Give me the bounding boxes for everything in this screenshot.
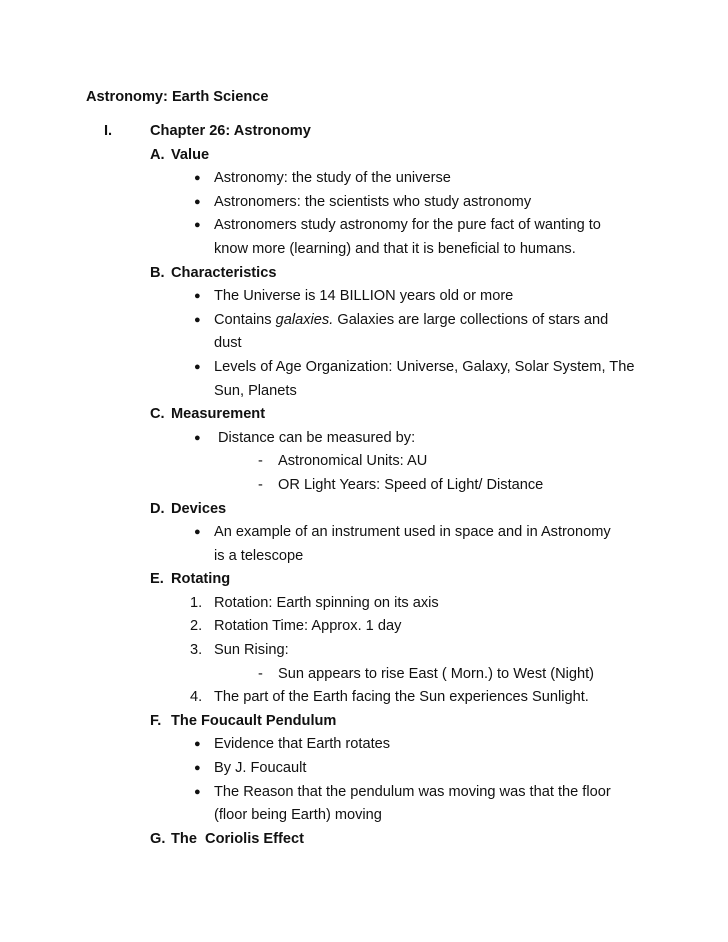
- item-text: OR Light Years: Speed of Light/ Distance: [278, 476, 544, 493]
- numbered-item: [0, 592, 728, 616]
- list-item: [0, 733, 728, 757]
- bullet-icon: ●: [194, 290, 201, 303]
- section-title: Measurement: [171, 406, 266, 423]
- list-item: [0, 521, 728, 545]
- item-text: An example of an instrument used in space and in Astronomy: [214, 524, 611, 541]
- list-item: [0, 356, 728, 380]
- bullet-icon: ●: [194, 313, 201, 326]
- bullet-icon: ●: [194, 219, 201, 232]
- item-text: Distance can be measured by:: [218, 429, 416, 446]
- dash-marker: -: [258, 476, 263, 493]
- bullet-icon: ●: [194, 195, 201, 208]
- item-text: (floor being Earth) moving: [214, 807, 382, 824]
- section-heading-g: [0, 828, 728, 852]
- list-item: [0, 191, 728, 215]
- section-title: Value: [171, 146, 210, 163]
- item-text: [214, 309, 608, 333]
- item-text-emphasis: galaxies.: [275, 311, 334, 328]
- section-marker: D.: [150, 500, 165, 517]
- section-heading-b: [0, 262, 728, 286]
- bullet-icon: ●: [194, 762, 201, 775]
- item-text: Rotation: Earth spinning on its axis: [214, 594, 439, 611]
- list-item-continuation: [0, 804, 728, 828]
- list-item-continuation: [0, 332, 728, 356]
- numbered-item: [0, 615, 728, 639]
- item-number: 3.: [190, 642, 203, 659]
- section-marker: C.: [150, 406, 165, 423]
- item-number: 1.: [190, 594, 203, 611]
- item-number: 4.: [190, 689, 203, 706]
- list-item-continuation: [0, 545, 728, 569]
- bullet-icon: ●: [194, 785, 201, 798]
- section-title: The Coriolis Effect: [171, 830, 304, 847]
- item-text: Astronomical Units: AU: [278, 453, 428, 470]
- sub-item: [0, 450, 728, 474]
- bullet-icon: ●: [194, 360, 201, 373]
- section-marker: F.: [150, 712, 162, 729]
- list-item-continuation: [0, 380, 728, 404]
- bullet-icon: ●: [194, 172, 201, 185]
- section-heading-f: [0, 710, 728, 734]
- dash-marker: -: [258, 665, 263, 682]
- section-heading-d: [0, 498, 728, 522]
- chapter-title: Chapter 26: Astronomy: [150, 123, 311, 139]
- item-text: The part of the Earth facing the Sun experiences Sunlight.: [214, 689, 589, 706]
- item-text: Astronomers study astronomy for the pure fact of wanting to: [214, 217, 601, 234]
- chapter-number: I.: [104, 123, 113, 139]
- list-item: [0, 214, 728, 238]
- numbered-item: [0, 639, 728, 663]
- item-text: Sun appears to rise East ( Morn.) to West (Night): [278, 665, 595, 682]
- item-text: Sun Rising:: [214, 642, 289, 659]
- item-text-lead: Contains: [214, 311, 272, 328]
- list-item: [0, 781, 728, 805]
- item-text: Rotation Time: Approx. 1 day: [214, 618, 402, 635]
- item-text: Astronomers: the scientists who study astronomy: [214, 193, 532, 210]
- list-item: [0, 285, 728, 309]
- list-item: [0, 167, 728, 191]
- item-text: know more (learning) and that it is beneficial to humans.: [214, 240, 576, 257]
- item-text-rest: Galaxies are large collections of stars and: [337, 311, 609, 328]
- section-heading-c: [0, 403, 728, 427]
- section-heading-a: [0, 144, 728, 168]
- bullet-icon: ●: [194, 738, 201, 751]
- item-text: The Universe is 14 BILLION years old or more: [214, 288, 514, 305]
- item-text: Evidence that Earth rotates: [214, 736, 391, 753]
- item-number: 2.: [190, 618, 203, 635]
- item-text: is a telescope: [214, 547, 304, 564]
- item-text: Levels of Age Organization: Universe, Galaxy, Solar System, The: [214, 358, 635, 375]
- section-title: Rotating: [171, 571, 231, 588]
- list-item: [0, 757, 728, 781]
- item-text: dust: [214, 335, 242, 352]
- item-text: Astronomy: the study of the universe: [214, 170, 451, 187]
- section-marker: G.: [150, 830, 166, 847]
- section-heading-e: [0, 568, 728, 592]
- list-item-continuation: [0, 238, 728, 262]
- chapter-heading: [0, 120, 728, 144]
- outline: [0, 120, 728, 851]
- section-marker: B.: [150, 264, 165, 281]
- section-title: Devices: [171, 500, 227, 517]
- item-text: Sun, Planets: [214, 382, 297, 399]
- section-marker: E.: [150, 571, 164, 588]
- dash-marker: -: [258, 453, 263, 470]
- sub-item: [0, 474, 728, 498]
- section-title: Characteristics: [171, 264, 277, 281]
- document-title: Astronomy: Earth Science: [86, 89, 269, 105]
- section-marker: A.: [150, 146, 165, 163]
- list-item: [0, 427, 728, 451]
- item-text: By J. Foucault: [214, 760, 307, 777]
- sub-item: [0, 663, 728, 687]
- list-item: [0, 309, 728, 333]
- section-title: The Foucault Pendulum: [171, 712, 337, 729]
- item-text: The Reason that the pendulum was moving was that the floor: [214, 783, 611, 800]
- bullet-icon: ●: [194, 526, 201, 539]
- numbered-item: [0, 686, 728, 710]
- bullet-icon: ●: [194, 431, 201, 444]
